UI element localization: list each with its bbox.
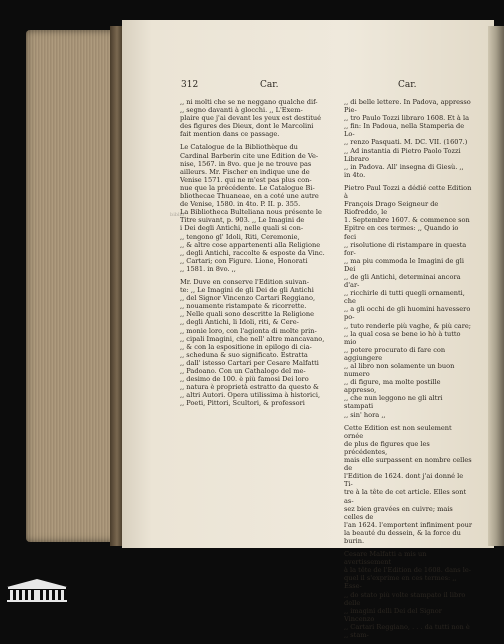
paragraph: Mr. Duve en conserve l'Edition suivan- te: ,, Le Imagini de gli Dei de gli Antichi ,, del Signor Vincenzo Cartari Reggiano, ,, nouamente ristampate & ricorrette. ,, Nelle quali sono descritte la Religione ,, degli Antichi, li Idoli, riti, & Cere- ,, monie loro, con l'agionta di molte prin- ,, cipali Imagini, che nell' altre mancavano, ,, & con la espositione in epilogo di cia- ,, scheduna & suo significato. Estratta ,, dall' istesso Cartari per Cesare Malfatti ,, Padoano. Con un Cathalogo del me- ,, desimo de 100. è più famosi Dei loro ,, natura è proprietà estratto da questo & ,, altri Autori. Opera utilissima à historici, ,, Poeti, Pittori, Scultori, & professori [180,277,325,408]
paragraph: ,, ni molti che se ne neggano qualche dif- ,, segno davanti à glocchi. ,, L'Exem- plaire que j'ai devant les yeux est destitué des figures des Dieux, dont le Marcolini fait mention dans ce passage. [180,98,322,139]
page-edges [26,30,120,542]
right-text-column [344,98,472,644]
right-page-edge [488,26,504,546]
library-building-logo [6,578,68,602]
paragraph: ,, di belle lettere. In Padova, appresso Pie- ,, tro Paulo Tozzi libraro 1608. Et à la ,, fin: In Padoua, nella Stamperia de Lo- ,, renzo Pasquati. M. DC. VII. (1607.) ,, Ad instantia di Pietro Paolo Tozzi Libraro ,, in Padova. All' insegna di Giesù. ,, in 4to. [344,98,471,179]
running-head-left: Car. [260,80,279,90]
paragraph: Cette Edition est non seulement ornée de plus de figures que les précédentes, mais elle surpassent en nombre celles de l'Edition de 1624. dont j'ai donné le Ti- tre à la tête de cet article. Elles sont as- sez bien gravées en cuivre; mais celles de l'an 1624. l'emportent infiniment pour la beauté du dessein, & la force du burin. [344,423,472,545]
paragraph: Le Catalogue de la Bibliothèque du Cardinal Barberin cite une Edition de Ve- nise, 1567. in 8vo. que je ne trouve pas ailleurs. Mr. Fischer en indique une de Venise 1571. qui ne m'est pas plus con- nue que la précédente. Le Catalogue Bi- bliothecae Thuaneae, en a coté une autre de Venise, 1580. in 4to. P. II. p. 355. La Bibliotheca Bulteliana nous présente le Titre suivant, p. 903. ,, Le Imagini de i Dei degli Antichi, nelle quali si con- ,, tengono gl' Idoli, Riti, Ceremonie, ,, & altre cose appartenenti alla Religione ,, degli Antichi, raccolte & esposte da Vinc. ,, Cartari; con Figure. Lione, Honorati ,, 1581. in 8vo. ,, [180,143,325,273]
paragraph: Cesare Malfatti a mis un avertissement à la tête de l'Edition de 1608. dans le- quel il s'exprime en ces termes: ,, Esse- ,, do stato più volte stampato il libro delle ,, imagini delli Dei del Signor Vincenzo ,, Cartari Reggiano, . . . da tutti non è ,, stam- [344,550,472,639]
library-stamp: biblio [170,212,185,218]
left-text-column [180,98,335,412]
running-head-right: Car. [398,80,417,90]
page-number: 312 [181,80,199,90]
paragraph: Pietro Paul Tozzi a dédié cette Edition à François Drago Seigneur de Riofreddo, le 1. Septembre 1607. & commence son Epitre en ces termes: ,, Quando io feci ,, risolutione di ristampare in questa for- ,, ma piu commoda le Imagini de gli Dei ,, de gli Antichi, determinai ancora d'ar- ,, ricchirle di tutti quegli ornamenti, che ,, a gli occhi de gli huomini havessero po- ,, tuto renderle più vaghe, & più care; ,, la qual cosa se bene io hò à tutto mio ,, potere procurato di fare con aggiungere ,, al libro non solamente un buon numero ,, di figure, ma molte postille appresso, ,, che nun leggono ne gli altri stampati ,, sin' hora ,, [344,183,472,419]
